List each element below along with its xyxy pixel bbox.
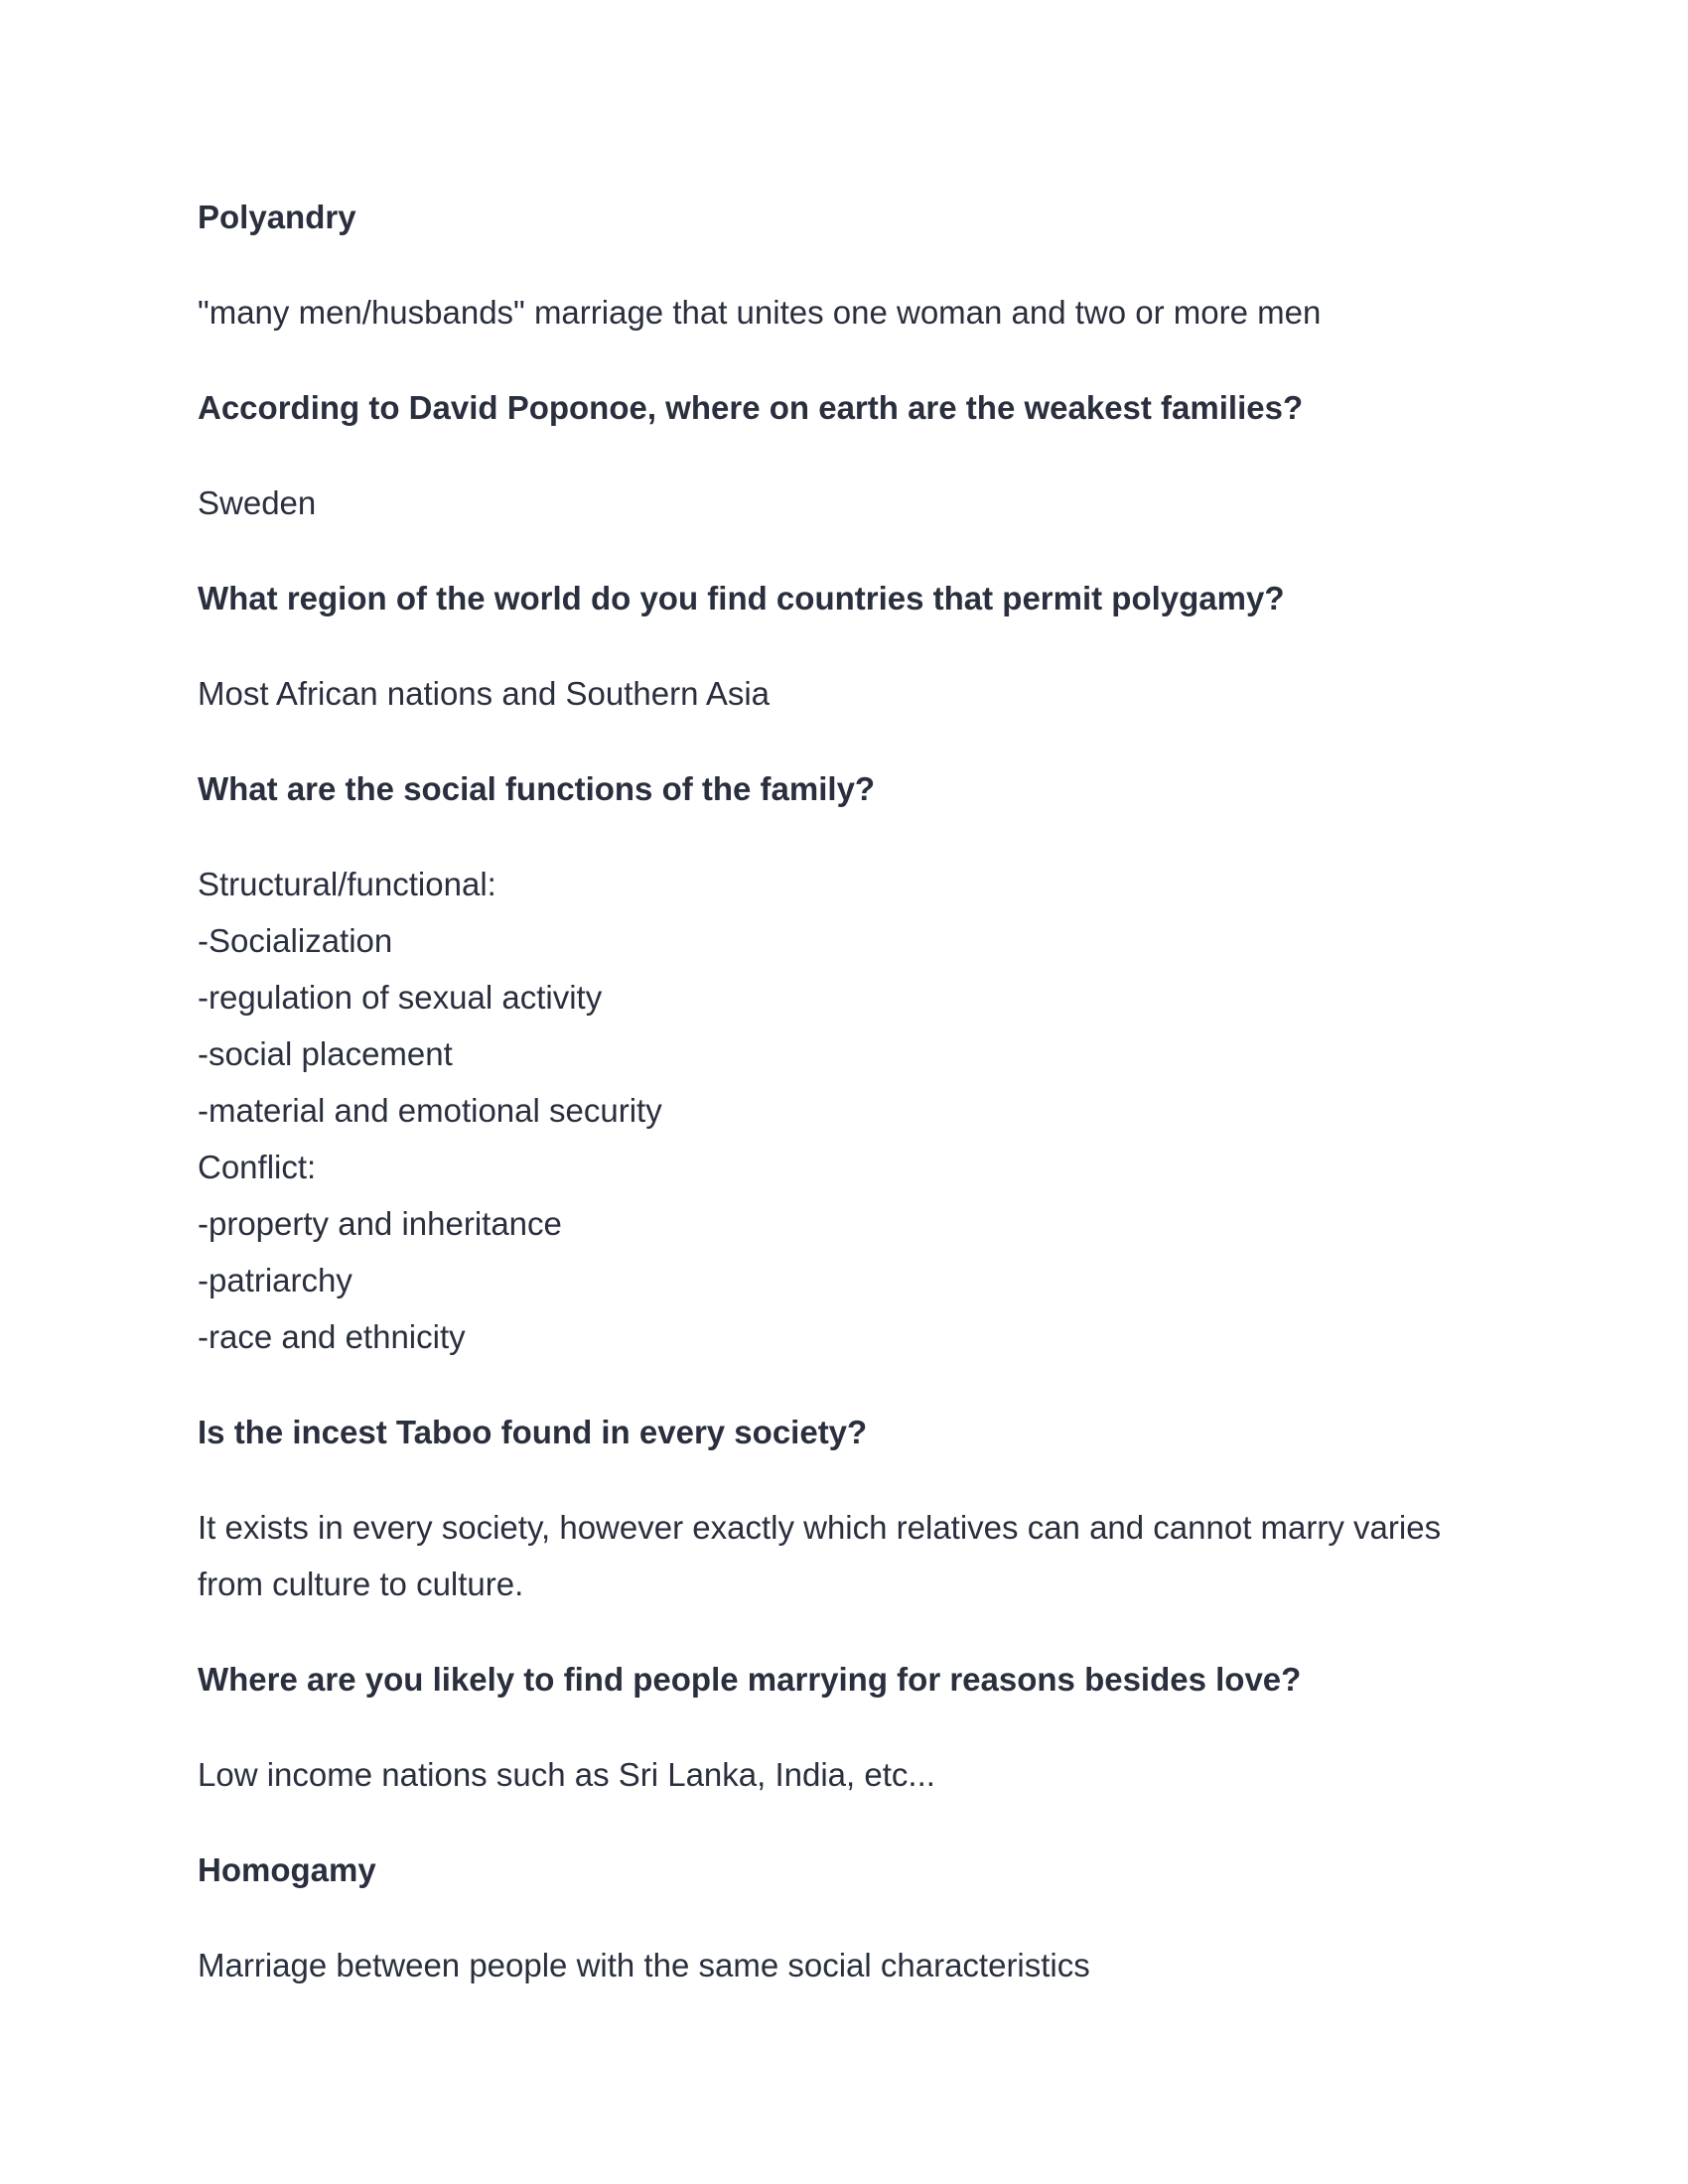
flashcard-entry [198, 576, 1490, 722]
flashcard-entry [198, 385, 1490, 531]
definition-line: -social placement [198, 1035, 453, 1072]
term-heading: Polyandry [198, 199, 356, 235]
definition-line: Conflict: [198, 1149, 317, 1185]
definition-line: -property and inheritance [198, 1205, 562, 1242]
definition-line: -Socialization [198, 922, 393, 959]
definition-line: -regulation of sexual activity [198, 979, 603, 1016]
flashcard-entry [198, 766, 1490, 1365]
definition-text [198, 1499, 1490, 1612]
term-heading: What are the social functions of the family? [198, 770, 876, 807]
definition-line: Sweden [198, 484, 317, 521]
term-heading: Homogamy [198, 1851, 376, 1888]
definition-line: -race and ethnicity [198, 1318, 466, 1355]
definition-text [198, 1937, 1490, 1993]
definition-line: from culture to culture. [198, 1566, 524, 1602]
term-heading: What region of the world do you find countries that permit polygamy? [198, 580, 1285, 616]
flashcard-entry [198, 195, 1490, 341]
term-heading: Is the incest Taboo found in every society? [198, 1414, 868, 1450]
flashcard-entry [198, 1657, 1490, 1803]
term-heading: Where are you likely to find people marrying for reasons besides love? [198, 1661, 1302, 1698]
term-heading: According to David Poponoe, where on earth are the weakest families? [198, 389, 1304, 426]
definition-text [198, 1746, 1490, 1803]
definition-text [198, 284, 1490, 341]
definition-line: -material and emotional security [198, 1092, 662, 1129]
definition-line: -patriarchy [198, 1262, 352, 1298]
definition-line: Low income nations such as Sri Lanka, India, etc... [198, 1756, 935, 1793]
definition-text [198, 475, 1490, 531]
definition-text [198, 856, 1490, 1365]
definition-line: Marriage between people with the same social characteristics [198, 1947, 1090, 1983]
definition-line: It exists in every society, however exactly which relatives can and cannot marry varies [198, 1509, 1442, 1546]
flashcard-entry [198, 1847, 1490, 1993]
flashcard-entry [198, 1410, 1490, 1612]
definition-line: Most African nations and Southern Asia [198, 675, 771, 712]
definition-line: Structural/functional: [198, 866, 496, 902]
definition-text [198, 665, 1490, 722]
definition-line: "many men/husbands" marriage that unites one woman and two or more men [198, 294, 1322, 331]
